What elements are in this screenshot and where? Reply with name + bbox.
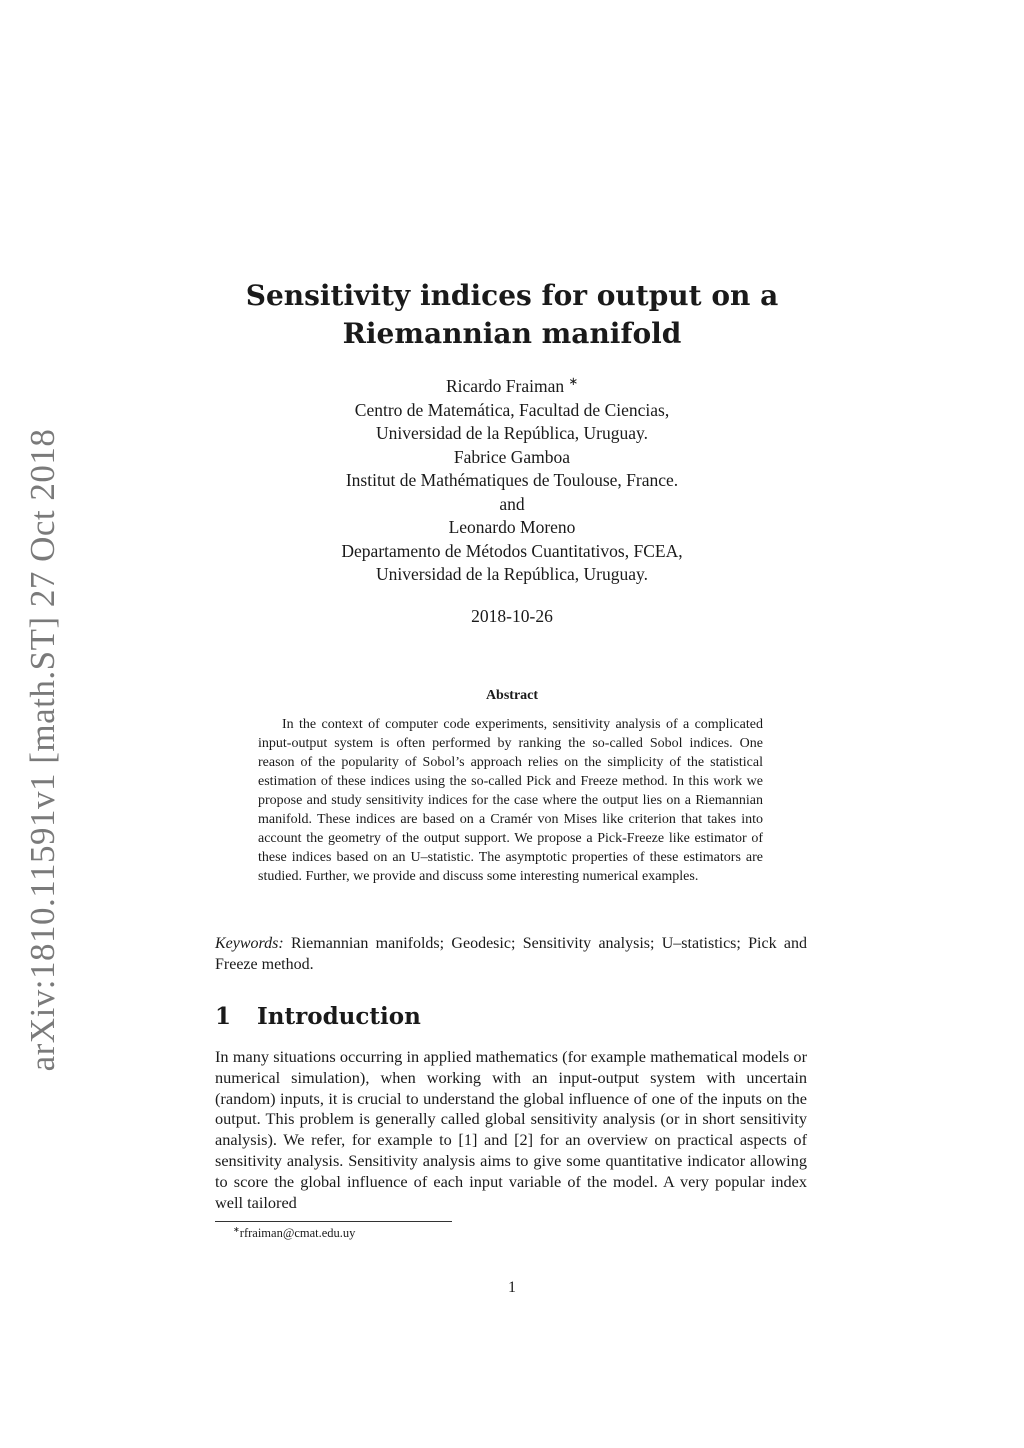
- author-1: [0, 375, 1024, 399]
- paper-title: [0, 277, 1024, 353]
- author-3-affiliation-line-2: Universidad de la República, Uruguay.: [376, 564, 648, 584]
- keywords: [215, 933, 807, 975]
- author-1-footnote-mark: ∗: [568, 376, 578, 389]
- page-number: 1: [508, 1279, 516, 1296]
- arxiv-identifier: arXiv:1810.11591v1 [math.ST] 27 Oct 2018: [23, 428, 62, 1072]
- author-1-name: Ricardo Fraiman: [446, 376, 565, 396]
- section-number: 1: [215, 1003, 232, 1030]
- paper-date: 2018-10-26: [471, 606, 553, 626]
- author-1-affiliation-line-1: Centro de Matemática, Facultad de Ciencias,: [354, 399, 670, 420]
- abstract-text: In the context of computer code experiments, sensitivity analysis of a complicated input-output system is often performed by ranking the so-called Sobol indices. One reason of the popularity of Sobol’s approach relies on the simplicity of the statistical estimation of these indices using the so-called Pick and Freeze method. In this work we propose and study sensitivity indices for the case where the output lies on a Riemannian manifold. These indices are based on a Cramér von Mises like criterion that takes into account the geometry of the output support. We propose a Pick-Freeze like estimator of these indices based on an U–statistic. The asymptotic properties of these estimators are studied. Further, we provide and discuss some interesting numerical examples.: [258, 717, 763, 884]
- author-2-name: Fabrice Gamboa: [453, 446, 571, 467]
- section-heading-introduction: [215, 1003, 421, 1030]
- abstract-heading: Abstract: [485, 688, 539, 703]
- keywords-text: Riemannian manifolds; Geodesic; Sensitivity analysis; U–statistics; Pick and Freeze method.: [215, 935, 808, 973]
- author-2-affiliation: Institut de Mathématiques de Toulouse, France.: [345, 470, 679, 490]
- section-title: Introduction: [257, 1003, 421, 1030]
- author-3-affiliation-line-1: Departamento de Métodos Cuantitativos, FCEA,: [341, 540, 683, 561]
- footnote-rule: [215, 1221, 452, 1222]
- author-1-affiliation-line-2: Universidad de la República, Uruguay.: [376, 423, 648, 443]
- keywords-label: Keywords:: [215, 935, 284, 952]
- title-line-2: Riemannian manifold: [342, 317, 682, 350]
- title-line-1: Sensitivity indices for output on a: [245, 279, 779, 312]
- footnote-mark: ∗: [233, 1224, 240, 1234]
- author-3-name: Leonardo Moreno: [448, 517, 576, 537]
- introduction-paragraph: In many situations occurring in applied mathematics (for example mathematical models or numerical simulation), when working with an input-output system with uncertain (random) inputs, it is crucial to understand the global influence of one of the inputs on the output. This problem is generally called global sensitivity analysis (or in short sensitivity analysis). We refer, for example to [1] and [2] for an overview on practical aspects of sensitivity analysis. Sensitivity analysis aims to give some quantitative indicator allowing to score the global influence of each input variable of the model. A very popular index well tailored: [215, 1047, 807, 1212]
- footnote: [233, 1226, 355, 1241]
- author-conjunction: and: [499, 493, 525, 514]
- footnote-email: rfraiman@cmat.edu.uy: [239, 1226, 356, 1240]
- author-block: [0, 375, 1024, 587]
